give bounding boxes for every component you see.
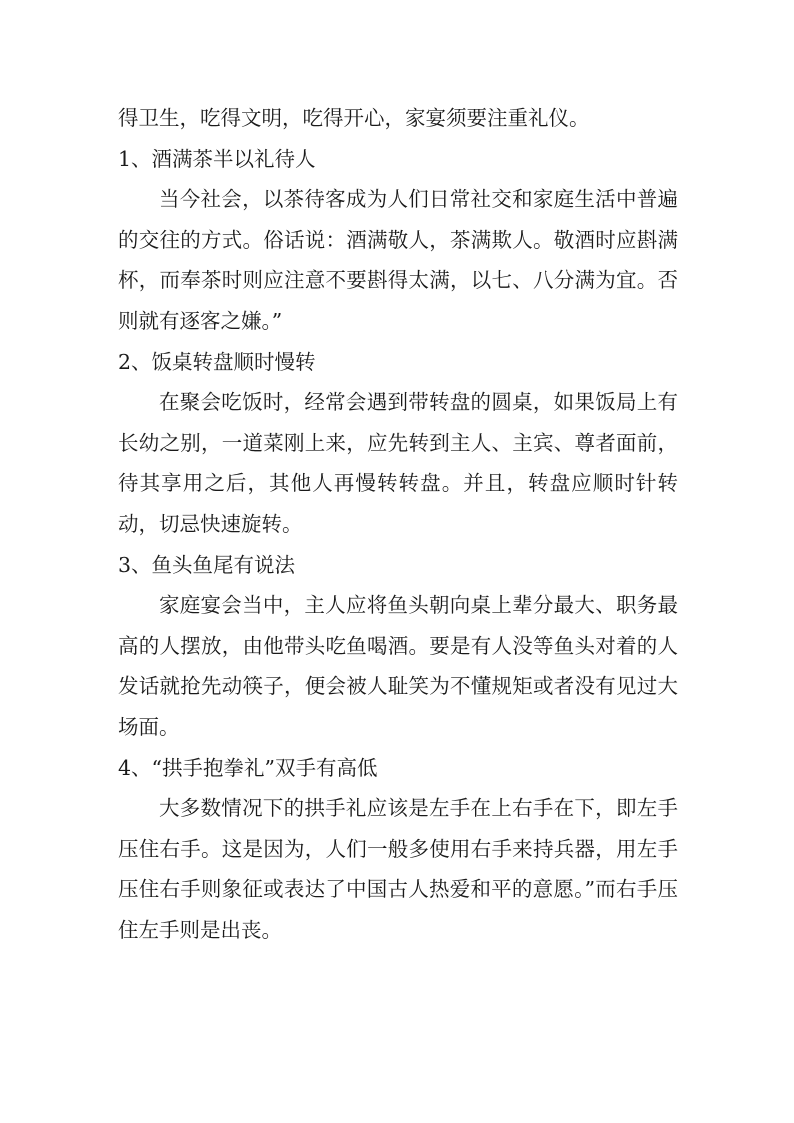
paragraph-tea-etiquette: 当今社会，以茶待客成为人们日常社交和家庭生活中普遍的交往的方式。俗话说：酒满敬人，茶满欺人。敬酒时应斟满杯，而奉茶时则应注意不要斟得太满，以七、八分满为宜。否则就有逐客之嫌。” xyxy=(118,187,678,333)
paragraph-continued: 得卫生，吃得文明，吃得开心，家宴须要注重礼仪。 xyxy=(118,106,590,130)
document-body xyxy=(118,98,678,950)
paragraph-salute: 大多数情况下的拱手礼应该是左手在上右手在下，即左手压住右手。这是因为，人们一般多使用右手来持兵器，用左手压住右手则象征或表达了中国古人热爱和平的意愿。”而右手压住左手则是出丧。 xyxy=(118,796,678,942)
section-heading-1: 1、酒满茶半以礼待人 xyxy=(118,146,316,171)
section-heading-4: 4、“拱手抱拳礼”双手有高低 xyxy=(118,755,378,780)
section-heading-3: 3、鱼头鱼尾有说法 xyxy=(118,552,296,577)
paragraph-fish-head: 家庭宴会当中，主人应将鱼头朝向桌上辈分最大、职务最高的人摆放，由他带头吃鱼喝酒。要是有人没等鱼头对着的人发话就抢先动筷子，便会被人耻笑为不懂规矩或者没有见过大场面。 xyxy=(118,593,678,739)
section-heading-2: 2、饭桌转盘顺时慢转 xyxy=(118,349,316,374)
paragraph-turntable: 在聚会吃饭时，经常会遇到带转盘的圆桌，如果饭局上有长幼之别，一道菜刚上来，应先转到主人、主宾、尊者面前，待其享用之后，其他人再慢转转盘。并且，转盘应顺时针转动，切忌快速旋转。 xyxy=(118,390,678,536)
